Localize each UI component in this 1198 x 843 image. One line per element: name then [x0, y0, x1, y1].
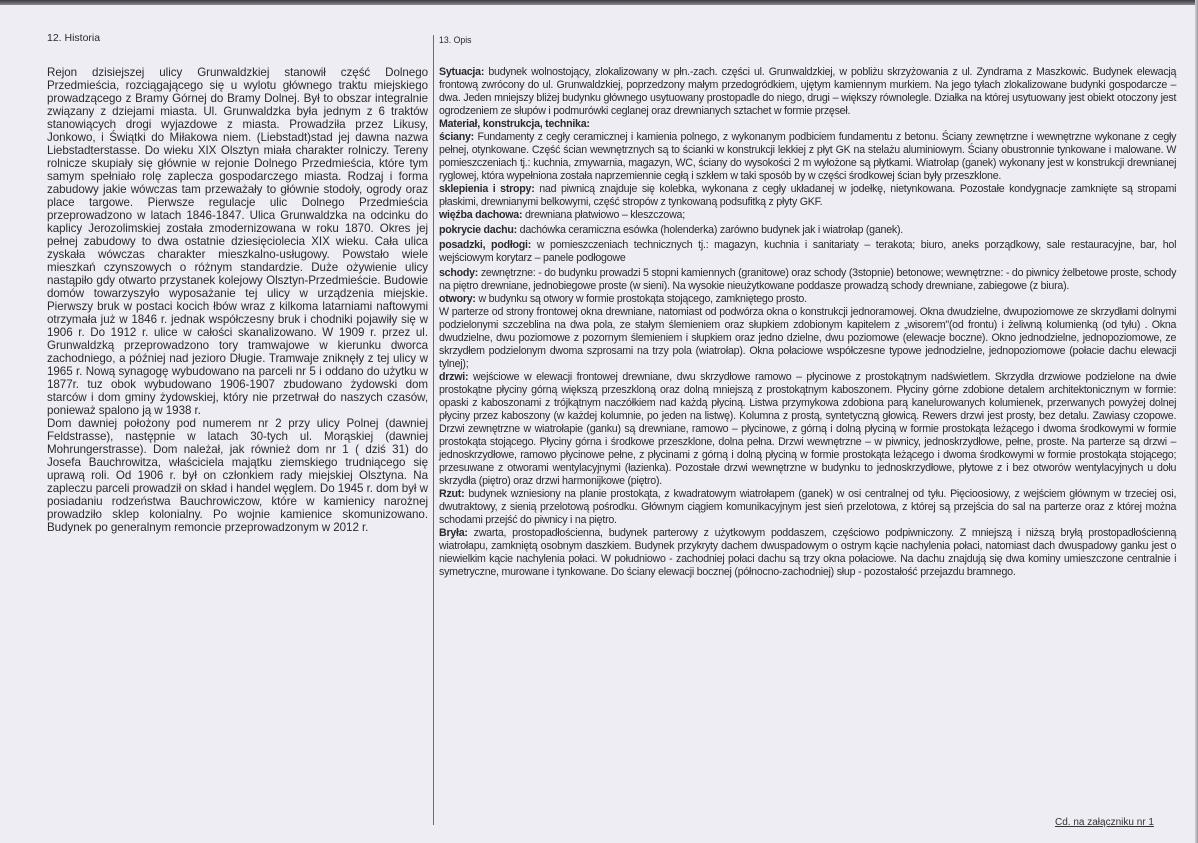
desc-drzwi: [439, 371, 1176, 488]
desc-otwory-text: w budynku są otwory w formie prostokąta stojącego, zamkniętego prosto.: [475, 293, 807, 305]
desc-wiezba-text: drewniana płatwiowo – kleszczowa;: [522, 209, 685, 221]
desc-sytuacja-label: Sytuacja:: [439, 66, 485, 78]
desc-posadzki: [439, 239, 1176, 265]
desc-pokrycie-text: dachówka ceramiczna esówka (holenderka) zarówno budynek jak i wiatrołap (ganek).: [516, 224, 903, 236]
description-section: [439, 33, 1177, 579]
desc-pokrycie: [439, 224, 1176, 237]
desc-posadzki-text: w pomieszczeniach technicznych tj.: magazyn, kuchnia i sanitariaty – terakota; biuro, aneks porządkowy, sale restauracyjne, bar, hol wejściowym korytarz – panele podłogowe: [439, 239, 1177, 264]
desc-rzut-text: budynek wzniesiony na planie prostokąta, z kwadratowym wiatrołapem (ganek) w osi centralnej od tyłu. Pięcioosiowy, z wejściem głównym w trzeciej osi, dwutraktowy, z sienią przelotową pośrodku. Głównym ciągiem komunikacyjnym jest sień przelotowa, z której są przejścia do sal na parterze oraz z której można schodami przejść do piwnicy i na piętro.: [439, 488, 1177, 526]
desc-material-heading: [439, 118, 1176, 131]
desc-otwory-detail: W parterze od strony frontowej okna drewniane, natomiast od podwórza okna o konstrukcji jednoramowej. Okna dwudzielne, dwupoziomowe ze skrzydłami dolnymi podzielonymi szczeblina na dwa pola, ze stałym ślemieniem oraz słupkiem zdobionym kapitelem z „wisorem"(od frontu) i żeliwną kolumienką (od tyłu) . Okna dwudzielne, dwu poziomowe z pozornym ślemieniem i słupkiem oraz jedno dzielne, dwu poziomowe (elewacje boczne). Okno jednodzielne, jednopoziomowe, ze skrzydłem podzielonym dwoma szprosami na trzy pola (wiatrołap). Okna połaciowe współczesne typowe jednodzielne, jednopoziomowe (połacie dachu elewacji tylnej);: [439, 306, 1177, 370]
desc-sciany: [439, 131, 1176, 183]
history-paragraph-1: Rejon dzisiejszej ulicy Grunwaldzkiej stanowił część Dolnego Przedmieścia, rozciągającego się u wylotu głównego traktu miejskiego prowadzącego z Bramy Górnej do Bramy Dolnej. Był to obszar integralnie związany z dziejami miasta. Ul. Grunwaldzka była jednym z 6 traktów stanowiących drogi wyjazdowe z miasta. Prowadziła przez Likusy, Jonkowo, i Świątki do Miłakowa niem. (Liebstadt)stad jej dawna nazwa Liebstadterstasse. Do wieku XIX Olsztyn miała charakter rolniczy. Tereny rolnicze skupiały się głównie w rejonie Dolnego Przedmieścia, które tym samym spełniało rolę zaplecza gospodarczego miasta. Rodzaj i forma zabudowy jakie wówczas tam przeważały to głównie stodoły, ogrody oraz place targowe. Pierwsze regulacje ulic Dolnego Przedmieścia przeprowadzono w latach 1846-1847. Ulica Grunwaldzka na odcinku do kaplicy Jerozolimskiej została zmodernizowana w roku 1870. Okres jej pełnej zabudowy to dwa ostatnie dziesięciolecia XIX wieku. Cała ulica zyskała wówczas charakter mieszkalno-usługowy. Powstało wiele mieszkań czynszowych o różnym standardzie. Duże ożywienie ulicy nastąpiło gdy otwarto przystanek kolejowy Olsztyn-Przedmieście. Budowie domów towarzyszyło wyposażanie tej ulicy w urządzenia miejskie. Pierwszy bruk w postaci kocich łbów wraz z kilkoma latarniami naftowymi otrzymała już w 1846 r. jednak współczesny bruk i chodniki pojawiły się w 1906 r. Do 1912 r. ulice w całości skanalizowano. W 1909 r. przez ul. Grunwaldzką przeprowadzono tory tramwajowe w kierunku dworca zachodniego, a później nad jezioro Długie. Tramwaje zniknęły z tej ulicy w 1965 r. Nową synagogę wybudowano na parceli nr 5 i oddano do użytku w 1877r. tuz obok wybudowano 1906-1907 zbudowano żydowski dom starców i dom gminy żydowskiej, który nie przetrwał do naszych czasów, ponieważ spalono ją w 1938 r.: [47, 66, 428, 417]
desc-sklepienia-text: nad piwnicą znajduje się kolebka, wykonana z cegły układanej w jodełkę, nietynkowana. Pozostałe kondygnacje zamknięte są stropami płaskimi, drewnianymi belkowymi, część stropów z tynkowaną podsufitką z płyty GKF.: [439, 183, 1177, 208]
desc-pokrycie-label: pokrycie dachu:: [439, 224, 517, 236]
desc-sklepienia: [439, 183, 1176, 209]
desc-drzwi-text: wejściowe w elewacji frontowej drewniane, dwu skrzydłowe ramowo – płycinowe z prostokątnym nadświetlem. Skrzydła drzwiowe podzielone na dwie prostokątne płyciny górną większą przeszkloną oraz dolną mniejszą z prostokątnym kaboszonem. Płyciny górne zdobione detalem architektonicznym w formie: opaski z kaboszonami z trójkątnym naczółkiem nad każdą płyciną. Listwa przymykowa zdobiona parą kanelurowanych kolumienek, przerwanych powyżej dolnej płyciny przez kaboszony (w każdej kolumnie, po jeden na listwę). Kolumna z prostą, syntetyczną głowicą. Rewers drzwi jest prosty, bez detalu. Zawiasy czopowe. Drzwi zewnętrzne w wiatrołapie (ganku) są drewniane, ramowo – płycinowe, z górną i dolną płyciną w formie prostokąta leżącego i dwoma środkowymi w formie prostokąta stojącego. Płyciny górna i środkowe przeszklone, dolna pełna. Drzwi wewnętrzne – w piwnicy, jednoskrzydłowe, pełne, proste. Na parterze są drzwi – jednoskrzydłowe, ramowo płycinowe pełne, z płycinami z górną i dolną płyciną w formie prostokąta leżącego i dwoma środkowymi w formie prostokąta stojącego; przesuwane z otworami wentylacyjnymi (łazienka). Pozostałe drzwi wewnętrzne w budynku to jednoskrzydłowe, płytowe z i bez otworów wentylacyjnych u dołu skrzydła (piętro) oraz drzwi harmonijkowe (piętro).: [439, 371, 1177, 487]
desc-rzut-label: Rzut:: [439, 488, 465, 500]
document-page: [0, 5, 1195, 843]
history-title: 12. Historia: [47, 32, 101, 44]
desc-otwory: [439, 293, 1176, 306]
desc-drzwi-label: drzwi:: [439, 371, 469, 383]
desc-sciany-text: Fundamenty z cegły ceramicznej i kamienia polnego, z wykonanym podbiciem fundamentu z betonu. Ściany zewnętrzne i wewnętrzne wykonane z cegły pełnej, otynkowane. Część ścian wewnętrznych są to ścianki w konstrukcji lekkiej z płyt GK na stelażu aluminiowym. Ściany obustronnie tynkowane i malowane. W pomieszczeniach tj.: kuchnia, zmywarnia, magazyn, WC, ściany do wysokości 2 m wyłożone są płytkami. Wiatrołap (ganek) wykonany jest w konstrukcji drewnianej ryglowej, która wypełniona została naprzemiennie cegłą i szkłem w taki sposób by w części środkowej ścian były przeszklone.: [439, 131, 1177, 182]
desc-sytuacja-text: budynek wolnostojący, zlokalizowany w płn.-zach. części ul. Grunwaldzkiej, w pobliżu skrzyżowania z ul. Zyndrama z Maszkowic. Budynek elewacją frontową zwrócony do ul. Grunwaldzkiej, poprzedzony małym przedogródkiem, ujętym kamiennym murkiem. Na jego tyłach zlokalizowane budynki gospodarcze – dwa. Jeden mniejszy bliżej budynku głównego usytuowany prostopadle do niego, drugi – większy równolegle. Działka na której usytuowany jest obiekt otoczony jest ogrodzeniem ze słupów i podmurówki ceglanej oraz drewnianych sztachet w formie przęseł.: [439, 66, 1177, 117]
history-paragraph-2: Dom dawniej położony pod numerem nr 2 przy ulicy Polnej (dawniej Feldstrasse), następnie w latach 30-tych ul. Morąskiej (dawniej Mohrungerstrasse). Dom należał, jak również dom nr 1 ( dziś 31) do Josefa Bauchrowitza, właściciela majątku ziemskiego trudniącego się uprawą roli. Od 1906 r. był on członkiem rady miejskiej Olsztyna. Na zapleczu parceli prowadził on skład i handel węglem. Do 1945 r. dom był w posiadaniu rodzeństwa Bauchrowiczow, które w kamienicy narożnej prowadziło sklep kolonialny. Po wojnie kamienice skomunizowano. Budynek po generalnym remoncie przeprowadzonym w 2012 r.: [47, 417, 428, 534]
desc-schody: [439, 267, 1176, 293]
desc-bryla-label: Bryła:: [439, 527, 468, 539]
desc-schody-text: zewnętrzne: - do budynku prowadzi 5 stopni kamiennych (granitowe) oraz schody (3stopnie) betonowe; wewnętrzne: - do piwnicy żelbetowe proste, schody na piętro drewniane, jednobiegowe proste (w sieni). Na wysokie nieużytkowane poddasze prowadzą schody drewniane, zabiegowe (z biura).: [439, 267, 1177, 292]
desc-bryla: [439, 527, 1176, 579]
description-body: [439, 66, 1176, 579]
desc-posadzki-label: posadzki, podłogi:: [439, 239, 532, 251]
desc-sklepienia-label: sklepienia i stropy:: [439, 183, 535, 195]
continuation-note: Cd. na załączniku nr 1: [1055, 817, 1154, 828]
desc-sytuacja: [439, 66, 1176, 118]
desc-schody-label: schody:: [439, 267, 479, 279]
desc-sciany-label: ściany:: [439, 131, 474, 143]
desc-rzut: [439, 488, 1176, 527]
desc-wiezba: [439, 209, 1176, 222]
desc-bryla-text: zwarta, prostopadłościenna, budynek parterowy z użytkowym poddaszem, częściowo podpiwniczony. Z mniejszą i niższą bryłą prostopadłościenną wiatrołapu, zamkniętą osobnym daszkiem. Budynek przykryty dachem dwuspadowym o ostrym kącie nachylenia połaci, natomiast dach dwuspadowy ganku jest o niewielkim kącie nachylenia połaci. W południowo - zachodniej połaci dachu są trzy okna połaciowe. Na dachu znajdują się dwa kominy umieszczone centralnie i symetryczne, murowane i tynkowane. Do ściany elewacji bocznej (północno-zachodniej) słup - pozostałość przejazdu bramnego.: [439, 527, 1177, 578]
description-title: 13. Opis: [439, 35, 472, 46]
history-section: [47, 32, 428, 534]
column-divider: [433, 35, 434, 825]
desc-wiezba-label: więźba dachowa:: [439, 209, 523, 221]
history-body: [47, 66, 428, 534]
desc-otwory-label: otwory:: [439, 293, 476, 305]
material-heading-label: Materiał, konstrukcja, technika:: [439, 118, 590, 130]
